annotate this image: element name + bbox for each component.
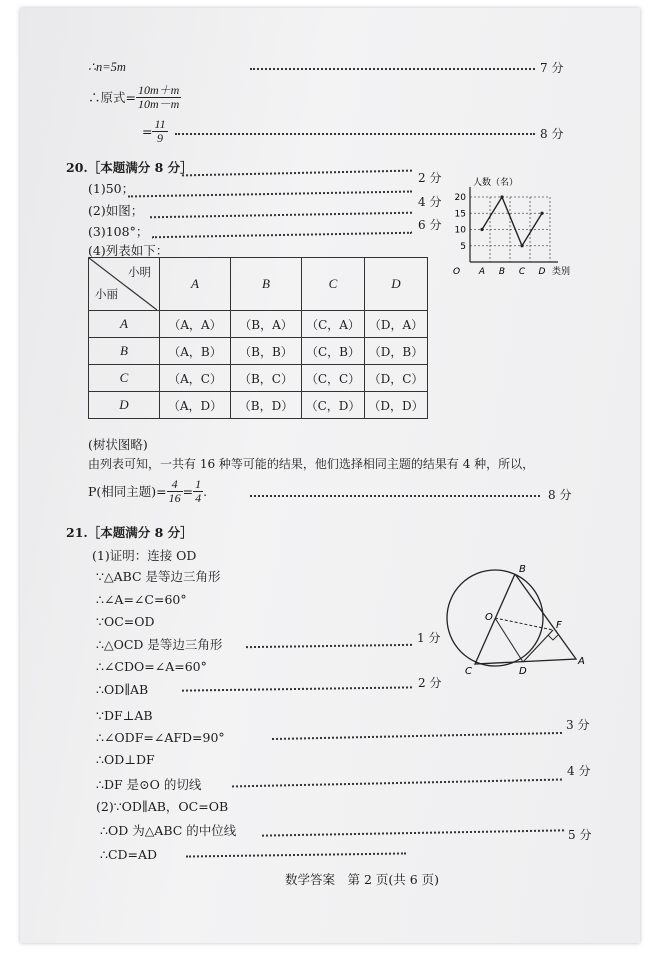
q20-part3: (3)108°； [88, 224, 149, 239]
result-eq: = [142, 124, 153, 139]
data-point [540, 212, 543, 215]
result-numerator: 11 [154, 117, 166, 131]
data-point [520, 244, 523, 247]
q20-part2: (2)如图； [88, 203, 144, 218]
y-tick-label: 10 [454, 225, 466, 236]
proof-line: ∴OD∥AB [96, 682, 149, 697]
score-2: 2 分 [418, 171, 442, 185]
dotted-leader [175, 133, 535, 135]
prob-num-2: 1 [195, 477, 202, 491]
table-cell: （D，D） [365, 392, 428, 419]
line-chart [445, 175, 575, 300]
dotted-leader [250, 68, 535, 70]
prob-den-1: 16 [168, 491, 181, 505]
prob-end: . [203, 484, 208, 499]
outcome-table [88, 257, 428, 419]
proof-line: ∵OC=OD [96, 614, 155, 629]
x-axis-label: 类别 [552, 267, 571, 277]
y-tick-label: 5 [460, 241, 466, 252]
table-corner-cell [89, 258, 160, 311]
x-tick-label: B [498, 267, 506, 277]
table-cell: （B，A） [231, 311, 302, 338]
label-b: B [519, 564, 526, 575]
table-cell: （C，B） [302, 338, 365, 365]
row-header: B [89, 338, 160, 365]
score-1: 1 分 [417, 631, 441, 645]
y-axis-label: 人数（名） [473, 178, 519, 188]
table-cell: （C，A） [302, 311, 365, 338]
proof-line: ∴∠ODF=∠AFD=90° [96, 730, 225, 745]
col-header: A [160, 258, 231, 311]
probability-line [88, 478, 207, 512]
label-d: D [519, 666, 527, 677]
result-denominator: 9 [157, 131, 164, 145]
line-n-equals: ∴n=5m [88, 60, 126, 74]
page-footer: 数学答案 第 2 页(共 6 页) [285, 872, 440, 887]
table-row [89, 392, 428, 419]
proof-line: ∴DF 是⊙O 的切线 [96, 777, 202, 792]
proof-line: ∵△ABC 是等边三角形 [96, 569, 221, 584]
q20-part4: (4)列表如下： [88, 243, 169, 258]
proof-line: ∴∠CDO=∠A=60° [96, 659, 207, 674]
score-8: 8 分 [548, 488, 572, 502]
prob-eq: = [182, 484, 194, 499]
proof-line: ∴△OCD 是等边三角形 [96, 637, 223, 652]
label-f: F [556, 620, 562, 631]
prob-num-1: 4 [167, 478, 183, 492]
table-cell: （D，C） [365, 365, 428, 392]
x-tick-label: A [478, 267, 486, 277]
q21-header: 21.［本题满分 8 分］ [66, 525, 193, 540]
y-tick-label: 20 [454, 193, 466, 203]
table-cell: （B，C） [231, 365, 302, 392]
row-header: A [89, 311, 160, 338]
table-cell: （A，D） [160, 392, 231, 419]
score-3: 3 分 [566, 718, 590, 732]
table-cell: （B，B） [231, 338, 302, 365]
row-header: D [89, 392, 160, 419]
label-o: O [485, 612, 493, 623]
table-row [89, 338, 428, 365]
score-6: 6 分 [418, 218, 442, 232]
expr-numerator: 10m＋m [137, 83, 180, 97]
dotted-leader [250, 495, 540, 497]
table-cell: （B，D） [231, 392, 302, 419]
table-cell: （D，B） [365, 338, 428, 365]
table-row [89, 311, 428, 338]
proof-line: ∵DF⊥AB [96, 708, 153, 723]
col-header: D [365, 258, 428, 311]
x-tick-label: C [518, 267, 526, 277]
expr-prefix: ∴原式= [88, 90, 136, 105]
prob-fraction-2 [193, 478, 203, 505]
proof-line: ∴OD⊥DF [96, 752, 155, 767]
score-5: 5 分 [568, 828, 592, 842]
label-c: C [465, 666, 472, 677]
corner-label-xiaoli: 小丽 [95, 287, 118, 301]
col-header: B [231, 258, 302, 311]
corner-label-xiaoming: 小明 [128, 265, 151, 279]
right-angle-mark [548, 635, 558, 640]
tree-note: (树状图略) [88, 437, 148, 452]
proof-line: ∴CD=AD [100, 847, 158, 862]
segment-od [495, 618, 523, 662]
proof-line: ∴∠A=∠C=60° [96, 592, 187, 607]
table-cell: （C，C） [302, 365, 365, 392]
geometry-figure [445, 560, 595, 685]
table-row [89, 365, 428, 392]
data-point [500, 195, 503, 198]
q20-conclusion: 由列表可知，一共有 16 种等可能的结果，他们选择相同主题的结果有 4 种，所以， [88, 457, 535, 471]
table-cell: （A，C） [160, 365, 231, 392]
score-4: 4 分 [567, 764, 591, 778]
score-7: 7 分 [540, 61, 564, 75]
y-tick-label: 15 [454, 209, 466, 220]
expr-denominator: 10m－m [137, 97, 180, 111]
prob-den-2: 4 [195, 491, 202, 505]
table-header-row [89, 258, 428, 311]
proof-line: (2)∵OD∥AB，OC=OB [96, 799, 229, 814]
prob-fraction-1 [167, 478, 183, 505]
proof-line: ∴OD 为△ABC 的中位线 [100, 823, 237, 838]
segment-df [523, 630, 553, 662]
expr-fraction [136, 84, 181, 111]
label-a: A [578, 656, 585, 667]
prob-prefix: P(相同主题)= [88, 484, 167, 499]
col-header: C [302, 258, 365, 311]
data-point [480, 228, 483, 231]
q20-part1: (1)50； [88, 181, 135, 196]
table-cell: （D，A） [365, 311, 428, 338]
score-8: 8 分 [540, 127, 564, 141]
x-tick-label: D [538, 267, 546, 277]
score-4: 4 分 [418, 195, 442, 209]
line-original-expression [88, 84, 181, 118]
series-line [482, 197, 542, 246]
origin-label: O [453, 267, 461, 277]
corner-split [89, 258, 157, 310]
table-cell: （A，A） [160, 311, 231, 338]
q20-header: 20.［本题满分 8 分］ [66, 160, 193, 175]
result-fraction [152, 118, 167, 145]
table-cell: （A，B） [160, 338, 231, 365]
row-header: C [89, 365, 160, 392]
proof-line: (1)证明：连接 OD [92, 548, 197, 563]
table-cell: （C，D） [302, 392, 365, 419]
line-result-fraction [142, 118, 168, 152]
score-2: 2 分 [418, 676, 442, 690]
segment-of [495, 618, 553, 630]
